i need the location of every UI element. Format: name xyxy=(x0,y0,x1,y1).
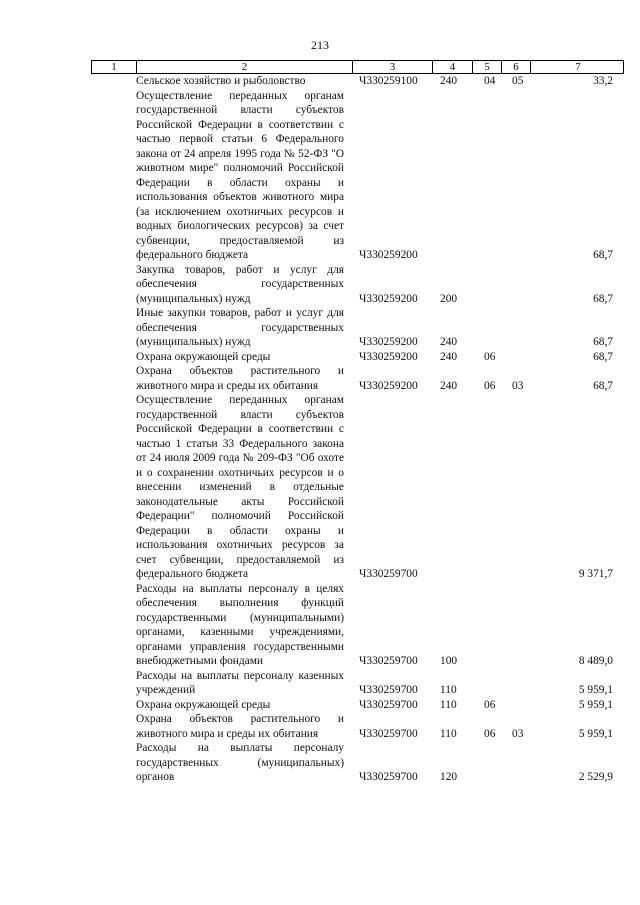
row-col6: 03 xyxy=(512,727,524,740)
table-row xyxy=(91,306,624,350)
row-col4: 110 xyxy=(440,727,457,740)
row-col5: 04 xyxy=(484,75,496,87)
row-col5: 06 xyxy=(484,379,496,392)
row-col4: 240 xyxy=(440,350,458,363)
row-code: Ч330259700 xyxy=(359,698,418,711)
header-col-3: 3 xyxy=(353,61,433,73)
row-amount: 9 371,7 xyxy=(578,568,613,580)
row-description: Расходы на выплаты персоналу казенных учреждений xyxy=(136,669,344,696)
table-row xyxy=(91,712,624,741)
row-col4: 110 xyxy=(440,684,457,696)
header-col-7: 7 xyxy=(575,61,581,73)
table-body xyxy=(91,74,624,785)
row-description: Охрана окружающей среды xyxy=(136,350,271,363)
row-description: Закупка товаров, работ и услуг для обеспечения государственных (муниципальных) нужд xyxy=(136,263,344,305)
row-code: Ч330259700 xyxy=(359,568,418,580)
table-row xyxy=(91,669,624,698)
table-row xyxy=(91,350,624,365)
row-col4: 240 xyxy=(440,336,458,348)
row-code: Ч330259200 xyxy=(359,379,418,392)
page-number: 213 xyxy=(311,38,329,52)
row-code: Ч330259700 xyxy=(359,655,418,667)
row-code: Ч330259700 xyxy=(359,727,418,740)
row-code: Ч330259200 xyxy=(359,336,418,348)
row-code: Ч330259700 xyxy=(359,684,418,696)
header-col-2: 2 xyxy=(137,61,353,73)
table-row xyxy=(91,89,624,263)
row-col5: 06 xyxy=(484,698,496,711)
row-description: Расходы на выплаты персоналу государственных (муниципальных) органов xyxy=(136,742,344,783)
row-col4: 120 xyxy=(440,771,458,783)
row-description: Охрана объектов растительного и животного мира и среды их обитания xyxy=(136,365,344,392)
row-amount: 68,7 xyxy=(593,350,613,363)
row-code: Ч330259100 xyxy=(359,75,418,87)
header-col-4: 4 xyxy=(433,61,473,73)
row-amount: 33,2 xyxy=(593,75,613,87)
row-col4: 240 xyxy=(440,379,458,392)
row-col4: 110 xyxy=(440,698,457,711)
table-row xyxy=(91,263,624,307)
row-amount: 5 959,1 xyxy=(578,727,613,740)
row-description: Расходы на выплаты персоналу в целях обеспечения выполнения функций государственными (муниципальными) органами, казенными учреждениями, органами управления государственными внебюджетными фондами xyxy=(136,582,344,667)
row-description: Осуществление переданных органам государственной власти субъектов Российской Федерации в соответствии с частью 1 статьи 33 Федерального закона от 24 июля 2009 года № 209-ФЗ "Об охоте и о сохранении охотничьих ресурсов и о внесении изменений в отдельные законодательные акты Российской Федерации" полномочий Российской Федерации в области охраны и использования охотничьих ресурсов за счет субвенции, предоставляемой из федерального бюджета xyxy=(136,394,344,580)
row-description: Охрана окружающей среды xyxy=(136,698,271,711)
row-col6: 05 xyxy=(512,75,524,87)
row-amount: 68,7 xyxy=(593,336,613,348)
row-amount: 8 489,0 xyxy=(578,655,613,667)
row-code: Ч330259700 xyxy=(359,771,418,783)
row-amount: 68,7 xyxy=(593,249,613,261)
budget-table xyxy=(91,60,624,785)
row-amount: 68,7 xyxy=(593,379,613,392)
row-col5: 06 xyxy=(484,350,496,363)
header-col-6: 6 xyxy=(502,61,531,73)
row-col6: 03 xyxy=(512,379,524,392)
table-row xyxy=(91,74,624,89)
row-description: Иные закупки товаров, работ и услуг для обеспечения государственных (муниципальных) нужд xyxy=(136,307,344,348)
header-col-5: 5 xyxy=(473,61,502,73)
row-code: Ч330259200 xyxy=(359,350,418,363)
table-header xyxy=(91,60,624,74)
row-description: Охрана объектов растительного и животного мира и среды их обитания xyxy=(136,713,344,740)
row-amount: 5 959,1 xyxy=(578,684,613,696)
row-col4: 240 xyxy=(440,75,458,87)
table-row xyxy=(91,582,624,669)
row-col4: 100 xyxy=(440,655,458,667)
header-col-1: 1 xyxy=(92,61,137,73)
table-row xyxy=(91,393,624,582)
row-amount: 2 529,9 xyxy=(578,771,613,783)
table-row xyxy=(91,698,624,713)
table-row xyxy=(91,364,624,393)
row-description: Осуществление переданных органам государственной власти субъектов Российской Федерации в соответствии с частью первой статьи 6 Федерального закона от 24 апреля 1995 года № 52-ФЗ "О животном мире" полномочий Российской Федерации в области охраны и использования объектов животного мира (за исключением охотничьих ресурсов и водных биологических ресурсов) за счет субвенции, предоставляемой из федерального бюджета xyxy=(136,89,344,261)
row-col5: 06 xyxy=(484,727,496,740)
row-description: Сельское хозяйство и рыболовство xyxy=(136,75,306,87)
row-code: Ч330259200 xyxy=(359,249,418,261)
row-col4: 200 xyxy=(440,292,458,305)
row-code: Ч330259200 xyxy=(359,292,418,305)
table-row xyxy=(91,741,624,785)
row-amount: 68,7 xyxy=(593,292,613,305)
row-amount: 5 959,1 xyxy=(578,698,613,711)
